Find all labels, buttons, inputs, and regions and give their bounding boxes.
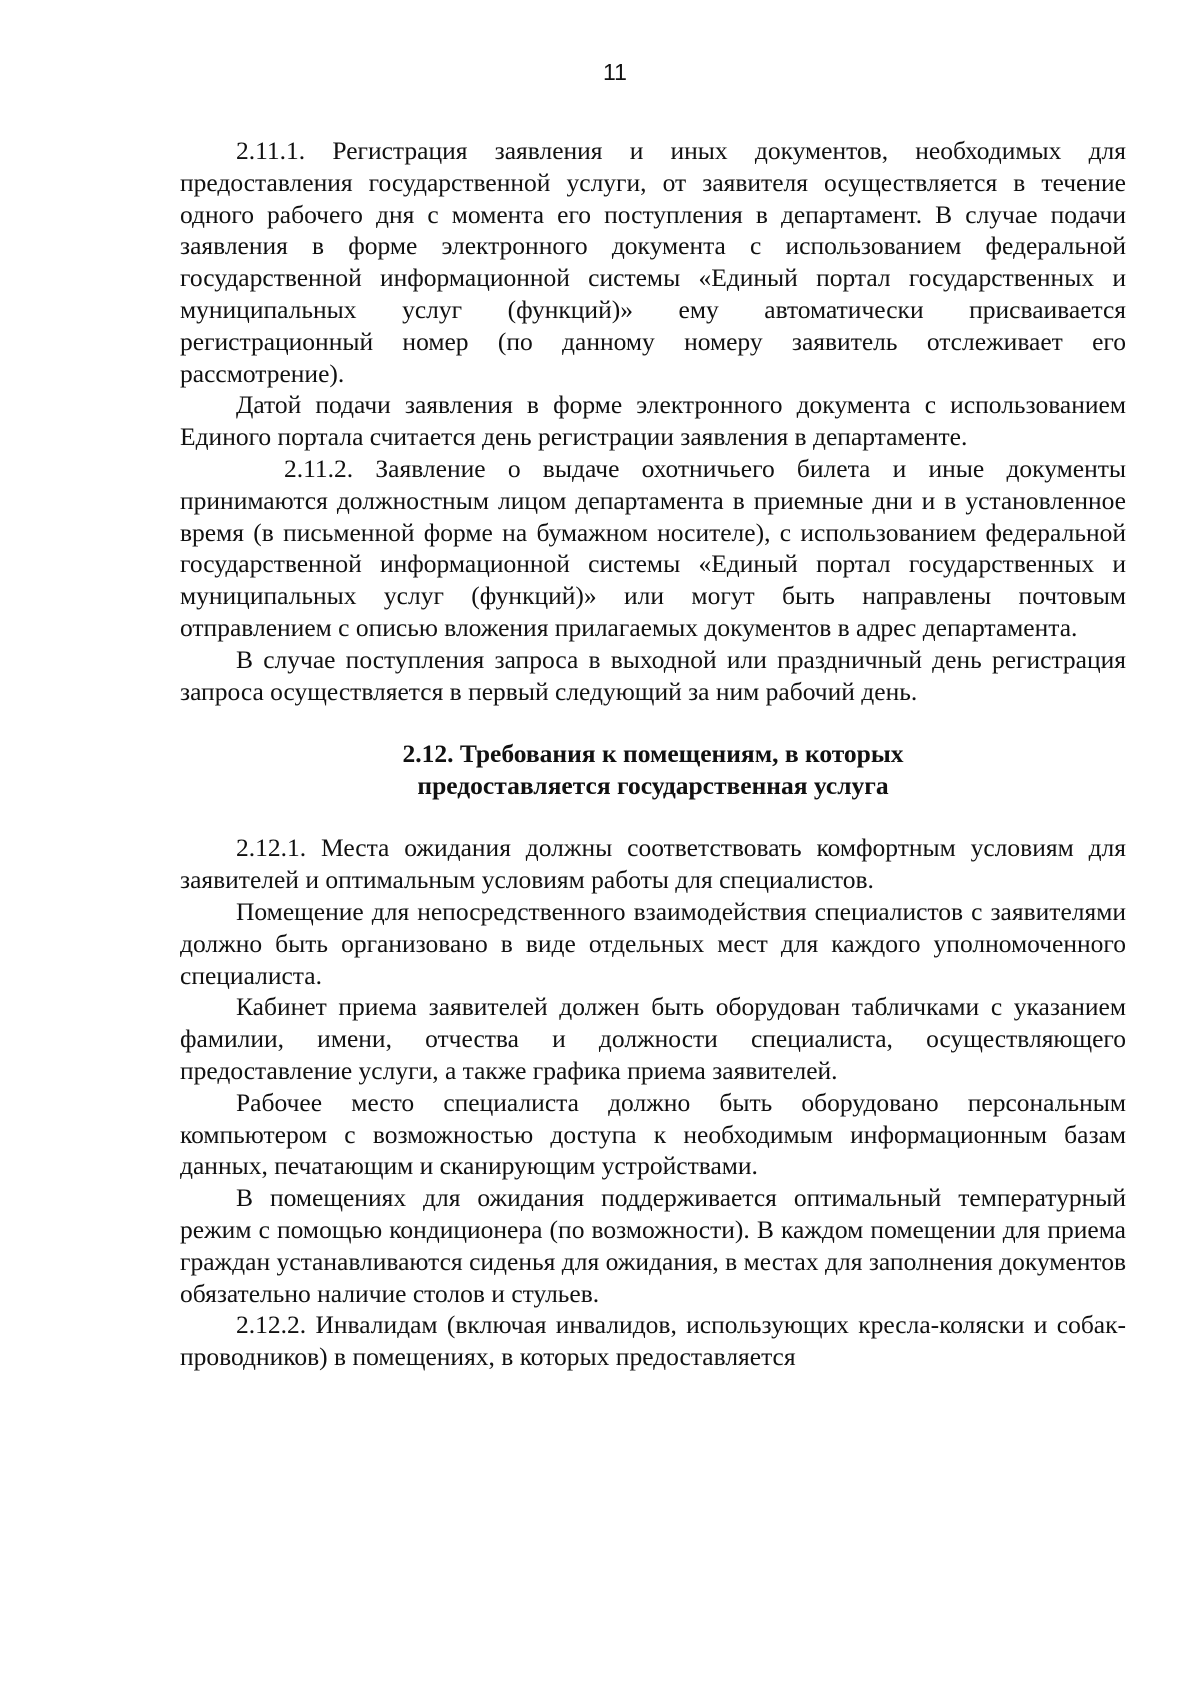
section-heading-line-2: предоставляется государственная услуга — [417, 771, 889, 801]
paragraph-2-11-2: 2.11.2. Заявление о выдаче охотничьего билета и иные документы принимаются должностным лицом департамента в приемные дни и в установленное время (в письменной форме на бумажном носителе), с использованием федеральной государственной информационной системы «Единый портал государственных и муниципальных услуг (функций)» или могут быть направлены почтовым отправлением с описью вложения прилагаемых документов в адрес департамента. — [180, 453, 1126, 642]
paragraph-submission-date: Датой подачи заявления в форме электронного документа с использованием Единого портала считается день регистрации заявления в департаменте. — [180, 390, 1126, 452]
paragraph-workstation: Рабочее место специалиста должно быть оборудовано персональным компьютером с возможностью доступа к необходимым информационным базам данных, печатающим и сканирующим устройствами. — [180, 1087, 1126, 1181]
document-body — [180, 135, 1126, 1373]
paragraph-office-signs: Кабинет приема заявителей должен быть оборудован табличками с указанием фамилии, имени, отчества и должности специалиста, осуществляющего предоставление услуги, а также графика приема заявителей. — [180, 992, 1126, 1085]
page-number: 11 — [603, 59, 627, 85]
section-heading-line-1: 2.12. Требования к помещениям, в которых — [402, 739, 904, 769]
paragraph-waiting-rooms: В помещениях для ожидания поддерживается оптимальный температурный режим с помощью кондиционера (по возможности). В каждом помещении для приема граждан устанавливаются сиденья для ожидания, в местах для заполнения документов обязательно наличие столов и стульев. — [180, 1183, 1126, 1308]
paragraph-holiday-registration: В случае поступления запроса в выходной или праздничный день регистрация запроса осуществляется в первый следующий за ним рабочий день. — [180, 644, 1126, 706]
section-heading-2-12 — [180, 738, 1126, 802]
paragraph-2-11-1: 2.11.1. Регистрация заявления и иных документов, необходимых для предоставления государственной услуги, от заявителя осуществляется в течение одного рабочего дня с момента его поступления в департамент. В случае подачи заявления в форме электронного документа с использованием федеральной государственной информационной системы «Единый портал государственных и муниципальных услуг (функций)» ему автоматически присваивается регистрационный номер (по данному номеру заявитель отслеживает его рассмотрение). — [180, 136, 1126, 388]
paragraph-interaction-room: Помещение для непосредственного взаимодействия специалистов с заявителями должно быть организовано в виде отдельных мест для каждого уполномоченного специалиста. — [180, 896, 1126, 990]
paragraph-2-12-1: 2.12.1. Места ожидания должны соответствовать комфортным условиям для заявителей и оптимальным условиям работы для специалистов. — [180, 833, 1126, 895]
paragraph-2-12-2: 2.12.2. Инвалидам (включая инвалидов, использующих кресла-коляски и собак-проводников) в помещениях, в которых предоставляется — [180, 1310, 1126, 1372]
